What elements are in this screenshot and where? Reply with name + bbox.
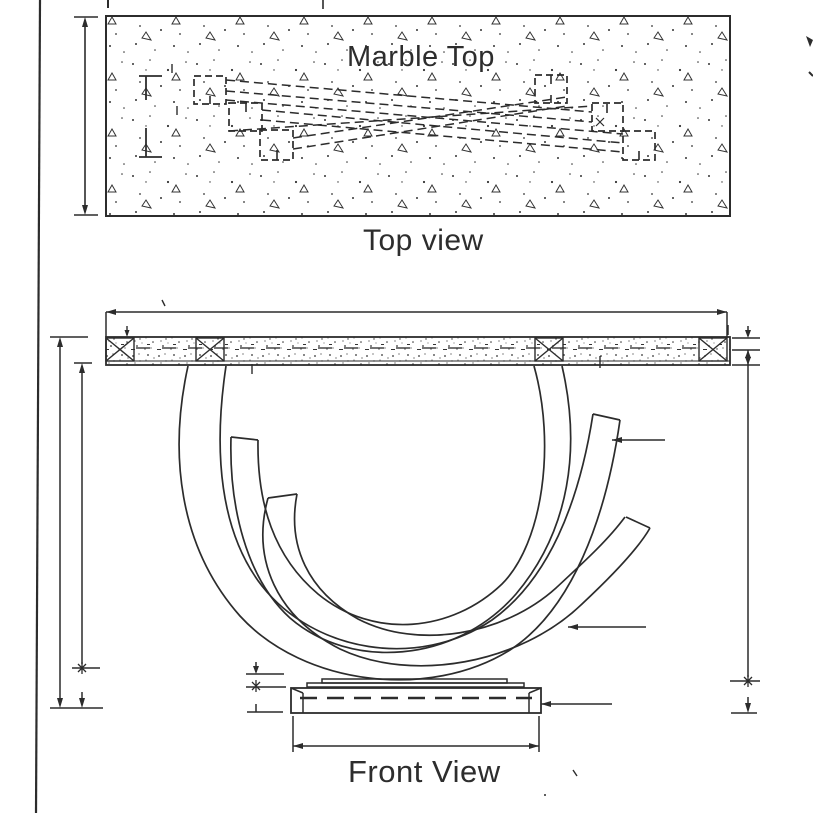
height-dimension-inner (72, 363, 100, 708)
leader-arrow-lower (568, 624, 646, 630)
left-border-line (36, 0, 40, 813)
pedestal-base (246, 662, 612, 752)
crescent-legs (179, 366, 650, 680)
height-dimension-outer (50, 337, 103, 708)
base-height-dimension (246, 662, 286, 712)
leader-arrow-upper (612, 437, 665, 443)
top-view-depth-dimension (74, 17, 98, 215)
base-leader (541, 701, 612, 707)
top-width-dimension (106, 309, 727, 337)
crescent-leg-front (263, 494, 650, 666)
thickness-dimension-right (728, 325, 760, 713)
base-plate-mid (307, 683, 524, 687)
sheet-border (36, 0, 40, 813)
marble-top-label: Marble Top (347, 41, 495, 73)
front-view-group (50, 309, 760, 752)
crescent-leg-back-right (231, 366, 571, 652)
front-view-caption: Front View (348, 754, 501, 789)
marble-slab-section (106, 326, 730, 374)
top-view-caption: Top view (363, 224, 484, 257)
base-width-dimension (293, 716, 539, 752)
base-box (291, 688, 541, 713)
